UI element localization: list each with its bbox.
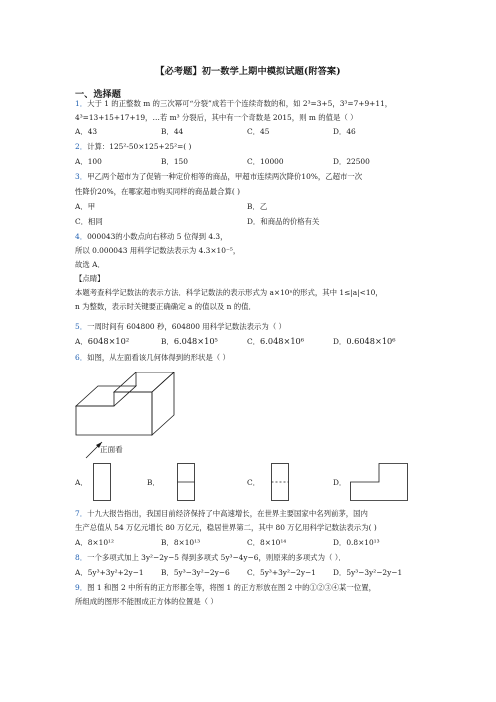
option-a: A．甲 bbox=[75, 202, 96, 211]
solution-line: 故选 A． bbox=[75, 260, 105, 269]
question-text: 生产总值从 54 万亿元增长 80 万亿元，稳居世界第二，其中 80 万亿用科学记数法表示为( ) bbox=[75, 523, 377, 532]
question-number: 9． bbox=[75, 583, 88, 592]
question-number: 3． bbox=[75, 172, 88, 181]
option-b: B．44 bbox=[161, 127, 184, 136]
option-b: B．6.048×10⁵ bbox=[161, 336, 218, 346]
option-a: A．5y³+3y²+2y−1 bbox=[75, 568, 144, 577]
note-text: n 为整数，表示时关键要正确确定 a 的值以及 n 的值． bbox=[75, 302, 256, 311]
question-9 bbox=[75, 583, 376, 592]
option-d-figure bbox=[350, 463, 408, 501]
option-c: C．10000 bbox=[247, 157, 284, 166]
option-c: C．45 bbox=[247, 127, 270, 136]
geometry-solid-figure bbox=[74, 372, 184, 460]
option-d: D．46 bbox=[333, 127, 356, 136]
option-c: C． bbox=[247, 478, 261, 487]
option-b-figure bbox=[177, 463, 195, 501]
question-number: 8． bbox=[75, 553, 88, 562]
question-number: 5． bbox=[75, 322, 88, 331]
option-c: C．相同 bbox=[75, 217, 103, 226]
question-2 bbox=[75, 142, 191, 151]
question-number: 2． bbox=[75, 142, 88, 151]
question-text: 甲乙两个超市为了促销一种定价相等的商品，甲超市连续两次降价10%，乙超市一次 bbox=[87, 172, 363, 181]
option-b: B． bbox=[147, 478, 160, 487]
question-number: 7． bbox=[75, 509, 88, 518]
option-d: D．22500 bbox=[333, 157, 370, 166]
question-6 bbox=[75, 353, 230, 362]
question-text: 000043的小数点向右移动 5 位得到 4.3， bbox=[87, 232, 228, 241]
option-d: D．5y³−3y²−2y−1 bbox=[333, 568, 403, 577]
question-number: 4． bbox=[75, 232, 88, 241]
question-1 bbox=[75, 99, 392, 108]
question-text: 大于 1 的正整数 m 的三次幂可“分裂”成若干个连续奇数的和，如 2³=3+5，3³=7+9+11， bbox=[87, 99, 393, 108]
option-c: C．5y³+3y²−2y−1 bbox=[247, 568, 316, 577]
option-b: B．150 bbox=[161, 157, 188, 166]
option-a-figure bbox=[93, 463, 111, 501]
option-d: D．和商品的价格有关 bbox=[247, 217, 320, 226]
view-label: 正面看 bbox=[100, 445, 123, 454]
section-heading: 一、选择题 bbox=[75, 89, 121, 100]
option-d: D．0.8×10¹³ bbox=[333, 538, 380, 547]
option-c: C．6.048×10⁶ bbox=[247, 336, 305, 346]
question-text: 如图，从左面看该几何体得到的形状是（ ） bbox=[87, 353, 230, 362]
question-text: 计算：125²-50×125+25²=( ) bbox=[87, 142, 192, 151]
option-b: B．8×10¹³ bbox=[161, 538, 201, 547]
question-3 bbox=[75, 172, 362, 181]
note-text: 本题考查科学记数法的表示方法．科学记数法的表示形式为 a×10ⁿ的形式，其中 1≤|a|<10， bbox=[75, 288, 383, 297]
option-b: B．5y³−3y²−2y−6 bbox=[161, 568, 230, 577]
question-8 bbox=[75, 553, 346, 562]
question-text: 所组成的图形不能围成正方体的位置是（ ） bbox=[75, 597, 218, 606]
question-text: 图 1 和图 2 中所有的正方形都全等，将图 1 的正方形放在图 2 中的①②③④某一位置， bbox=[87, 583, 376, 592]
question-text: 一周时间有 604800 秒，604800 用科学记数法表示为（ ） bbox=[87, 322, 286, 331]
question-text: 4³=13+15+17+19，…若 m³ 分裂后，其中有一个奇数是 2015，则 m 的值是（ ） bbox=[75, 113, 358, 122]
question-text: 一个多项式加上 3y²−2y−5 得到多项式 5y³−4y−6，则原来的多项式为（ ）． bbox=[87, 553, 346, 562]
question-number: 1． bbox=[75, 99, 88, 108]
option-a: A． bbox=[75, 478, 88, 487]
question-text: 性降价20%，在哪家超市购买同样的商品最合算( ) bbox=[75, 187, 240, 196]
option-c: C．8×10¹⁴ bbox=[247, 538, 287, 547]
note-tag: 【点睛】 bbox=[75, 274, 105, 283]
question-number: 6． bbox=[75, 353, 88, 362]
option-b: B．乙 bbox=[247, 202, 268, 211]
question-text: 十九大报告指出，我国目前经济保持了中高速增长，在世界主要国家中名列前茅，国内 bbox=[87, 509, 368, 518]
option-d: D．0.6048×10⁶ bbox=[333, 336, 396, 346]
question-4 bbox=[75, 232, 228, 241]
option-c-figure bbox=[271, 463, 289, 501]
option-d: D． bbox=[333, 478, 347, 487]
option-a: A．6048×10² bbox=[75, 336, 130, 346]
question-5 bbox=[75, 322, 286, 331]
question-7 bbox=[75, 509, 368, 518]
solution-line: 所以 0.000043 用科学记数法表示为 4.3×10⁻⁵， bbox=[75, 246, 241, 255]
option-a: A．43 bbox=[75, 127, 98, 136]
option-a: A．100 bbox=[75, 157, 102, 166]
document-title: 【必考题】初一数学上期中模拟试题(附答案) bbox=[155, 66, 341, 77]
option-a: A．8×10¹² bbox=[75, 538, 114, 547]
